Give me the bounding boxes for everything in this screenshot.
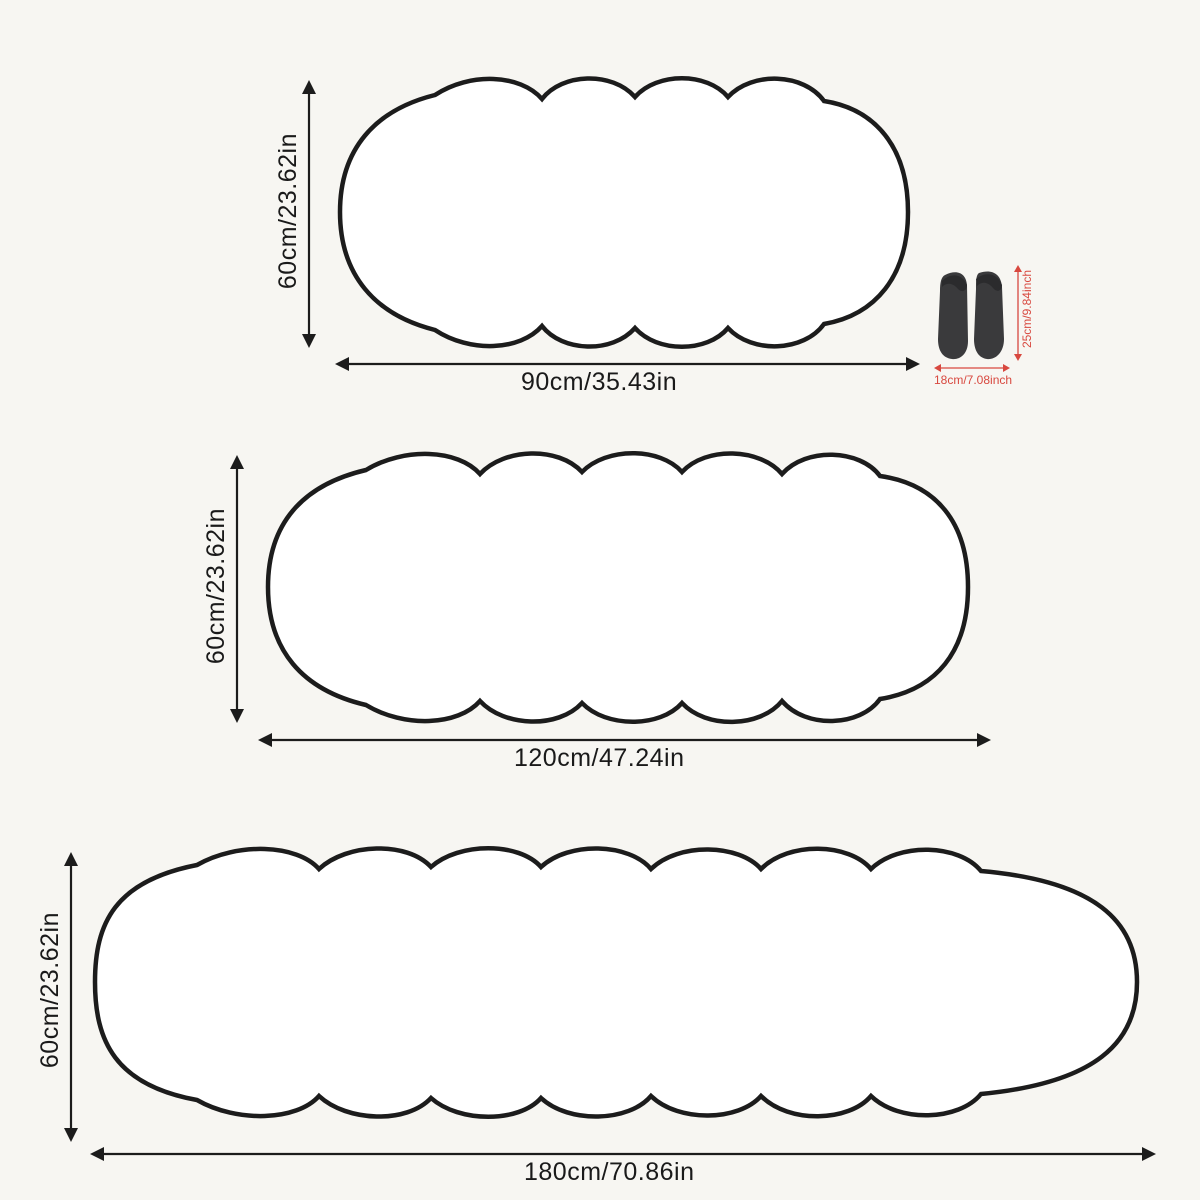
- slippers-reference-block: [930, 255, 1060, 395]
- width-label-small: 90cm/35.43in: [521, 368, 678, 396]
- height-label-large: 60cm/23.62in: [36, 912, 64, 1069]
- slipper-height-label: 25cm/9.84inch: [1020, 270, 1034, 349]
- mat-shape-large: [85, 845, 1150, 1120]
- width-label-medium: 120cm/47.24in: [514, 744, 685, 772]
- height-label-medium: 60cm/23.62in: [202, 508, 230, 665]
- slippers-icon: [935, 263, 1007, 363]
- width-label-large: 180cm/70.86in: [524, 1158, 695, 1186]
- size-large-block: [0, 790, 1200, 1200]
- mat-shape-medium: [258, 450, 978, 725]
- height-label-small: 60cm/23.62in: [274, 133, 302, 290]
- mat-shape-small: [330, 75, 920, 350]
- slipper-width-label: 18cm/7.08inch: [934, 373, 1013, 387]
- slipper-dimension-arrow-horizontal: [934, 363, 1010, 373]
- size-medium-block: [0, 420, 1200, 790]
